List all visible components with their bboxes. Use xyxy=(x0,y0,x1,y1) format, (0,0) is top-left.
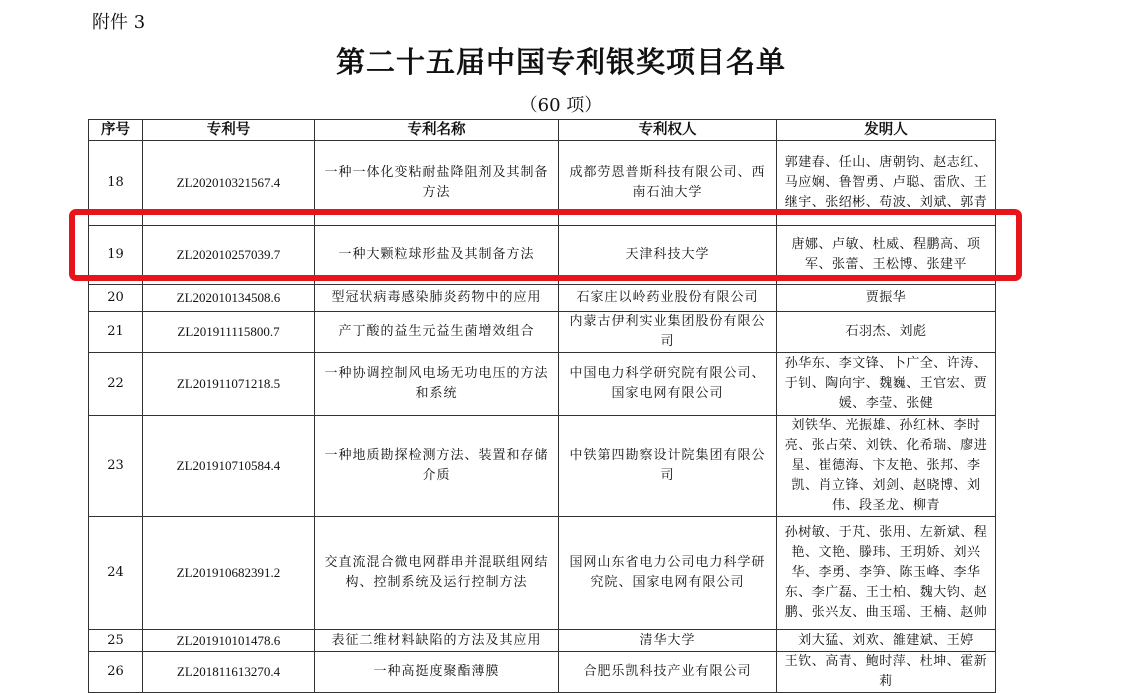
patent-number: ZL201910101478.6 xyxy=(143,630,315,652)
patent-number: ZL201910710584.4 xyxy=(143,416,315,517)
col-header-patent-number: 专利号 xyxy=(143,120,315,141)
inventors: 刘铁华、光振雄、孙红林、李时亮、张占荣、刘铁、化希瑞、廖进星、崔德海、卞友艳、张邦、李凯、肖立锋、刘剑、赵晓博、刘伟、段圣龙、柳青 xyxy=(777,416,996,517)
patentee: 成都劳恩普斯科技有限公司、西南石油大学 xyxy=(559,141,777,226)
patent-name: 型冠状病毒感染肺炎药物中的应用 xyxy=(315,285,559,312)
inventors: 刘大猛、刘欢、雒建斌、王婷 xyxy=(777,630,996,652)
patent-number: ZL201911071218.5 xyxy=(143,353,315,416)
patentee: 石家庄以岭药业股份有限公司 xyxy=(559,285,777,312)
row-index: 23 xyxy=(89,416,143,517)
inventors: 郭建春、任山、唐朝钧、赵志红、马应娴、鲁智勇、卢聪、雷欣、王继宇、张绍彬、苟波、刘斌、郭青 xyxy=(777,141,996,226)
patent-number: ZL202010321567.4 xyxy=(143,141,315,226)
patent-number: ZL202010257039.7 xyxy=(143,226,315,285)
inventors: 孙树敏、于芃、张用、左新斌、程艳、文艳、滕玮、王玥娇、刘兴华、李勇、李笋、陈玉峰、李华东、李广磊、王士柏、魏大钧、赵鹏、张兴友、曲玉瑶、王楠、赵帅 xyxy=(777,517,996,630)
inventors: 石羽杰、刘彪 xyxy=(777,312,996,353)
patent-name: 交直流混合微电网群串并混联组网结构、控制系统及运行控制方法 xyxy=(315,517,559,630)
col-header-inventors: 发明人 xyxy=(777,120,996,141)
patent-name: 一种协调控制风电场无功电压的方法和系统 xyxy=(315,353,559,416)
col-header-patentee: 专利权人 xyxy=(559,120,777,141)
patent-table xyxy=(88,119,996,693)
patent-name: 产丁酸的益生元益生菌增效组合 xyxy=(315,312,559,353)
patent-name: 一种地质勘探检测方法、装置和存储介质 xyxy=(315,416,559,517)
row-index: 25 xyxy=(89,630,143,652)
table-row xyxy=(89,141,996,226)
document-subtitle: （60 项） xyxy=(519,95,603,116)
attachment-label: 附件 3 xyxy=(92,12,146,33)
row-index: 19 xyxy=(89,226,143,285)
patent-number: ZL201910682391.2 xyxy=(143,517,315,630)
patentee: 国网山东省电力公司电力科学研究院、国家电网有限公司 xyxy=(559,517,777,630)
col-header-index: 序号 xyxy=(89,120,143,141)
patent-name: 表征二维材料缺陷的方法及其应用 xyxy=(315,630,559,652)
row-index: 18 xyxy=(89,141,143,226)
patent-name: 一种高挺度聚酯薄膜 xyxy=(315,652,559,693)
inventors: 唐娜、卢敏、杜威、程鹏高、项军、张蕾、王松博、张建平 xyxy=(777,226,996,285)
table-row xyxy=(89,312,996,353)
patentee: 中国电力科学研究院有限公司、国家电网有限公司 xyxy=(559,353,777,416)
row-index: 24 xyxy=(89,517,143,630)
row-index: 20 xyxy=(89,285,143,312)
patent-name: 一种大颗粒球形盐及其制备方法 xyxy=(315,226,559,285)
patent-name: 一种一体化变粘耐盐降阻剂及其制备方法 xyxy=(315,141,559,226)
table-row xyxy=(89,226,996,285)
table-row xyxy=(89,416,996,517)
row-index: 21 xyxy=(89,312,143,353)
table-row xyxy=(89,353,996,416)
patentee: 清华大学 xyxy=(559,630,777,652)
inventors: 孙华东、李文锋、卜广全、许涛、于钊、陶向宇、魏巍、王官宏、贾媛、李莹、张健 xyxy=(777,353,996,416)
patent-number: ZL201911115800.7 xyxy=(143,312,315,353)
inventors: 王钦、高青、鲍时萍、杜坤、霍新莉 xyxy=(777,652,996,693)
inventors: 贾振华 xyxy=(777,285,996,312)
row-index: 26 xyxy=(89,652,143,693)
table-row xyxy=(89,285,996,312)
table-row xyxy=(89,517,996,630)
patent-number: ZL202010134508.6 xyxy=(143,285,315,312)
table-header-row xyxy=(89,120,996,141)
col-header-patent-name: 专利名称 xyxy=(315,120,559,141)
patentee: 合肥乐凯科技产业有限公司 xyxy=(559,652,777,693)
row-index: 22 xyxy=(89,353,143,416)
patentee: 天津科技大学 xyxy=(559,226,777,285)
table-row xyxy=(89,652,996,693)
patentee: 中铁第四勘察设计院集团有限公司 xyxy=(559,416,777,517)
patentee: 内蒙古伊利实业集团股份有限公司 xyxy=(559,312,777,353)
patent-number: ZL201811613270.4 xyxy=(143,652,315,693)
document-title: 第二十五届中国专利银奖项目名单 xyxy=(335,45,786,79)
table-row xyxy=(89,630,996,652)
